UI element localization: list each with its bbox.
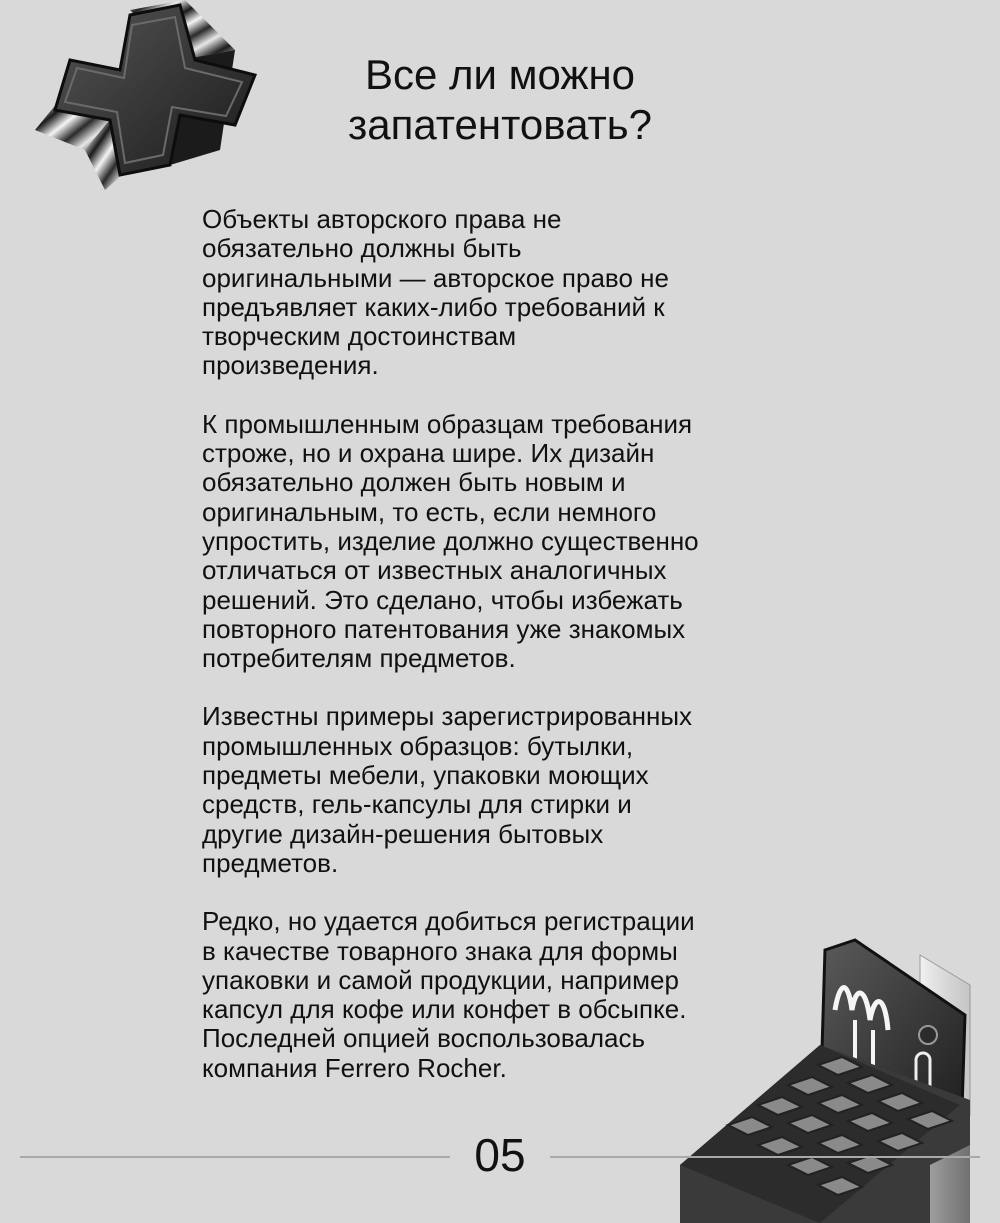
footer-divider-left [20, 1156, 450, 1158]
paragraph-examples: Известны примеры зарегистрированных промышленных образцов: бутылки, предметы мебели, упаковки моющих средств, гель-капсулы для стирки и другие дизайн-решения бытовых предметов. [202, 701, 693, 878]
title-line-1: Все ли можно [364, 51, 636, 98]
paragraph-copyright: Объекты авторского права не обязательно должны быть оригинальными — авторское право не предъявляет каких-либо требований к творческим достоинствам произведения. [202, 204, 669, 381]
footer-divider-right [550, 1156, 980, 1158]
paragraph-industrial-designs: К промышленным образцам требования строже, но и охрана шире. Их дизайн обязательно должен быть новым и оригинальным, то есть, если немного упростить, изделие должно существенно отличаться от известных аналогичных решений. Это сделано, чтобы избежать повторного патентования уже знакомых потребителям предметов. [202, 408, 699, 674]
paragraph-trademarks: Редко, но удается добиться регистрации в качестве товарного знака для формы упаковки и самой продукции, например капсул для кофе или конфет в обсыпке. Последней опцией воспользовалась компания Ferrero Rocher. [202, 906, 695, 1083]
title-line-2: запатентовать? [348, 101, 652, 148]
plus-sign-3d-icon [20, 0, 270, 200]
page-title [270, 50, 730, 150]
keypad-device-3d-icon [670, 935, 1000, 1223]
page-number: 05 [474, 1129, 526, 1181]
